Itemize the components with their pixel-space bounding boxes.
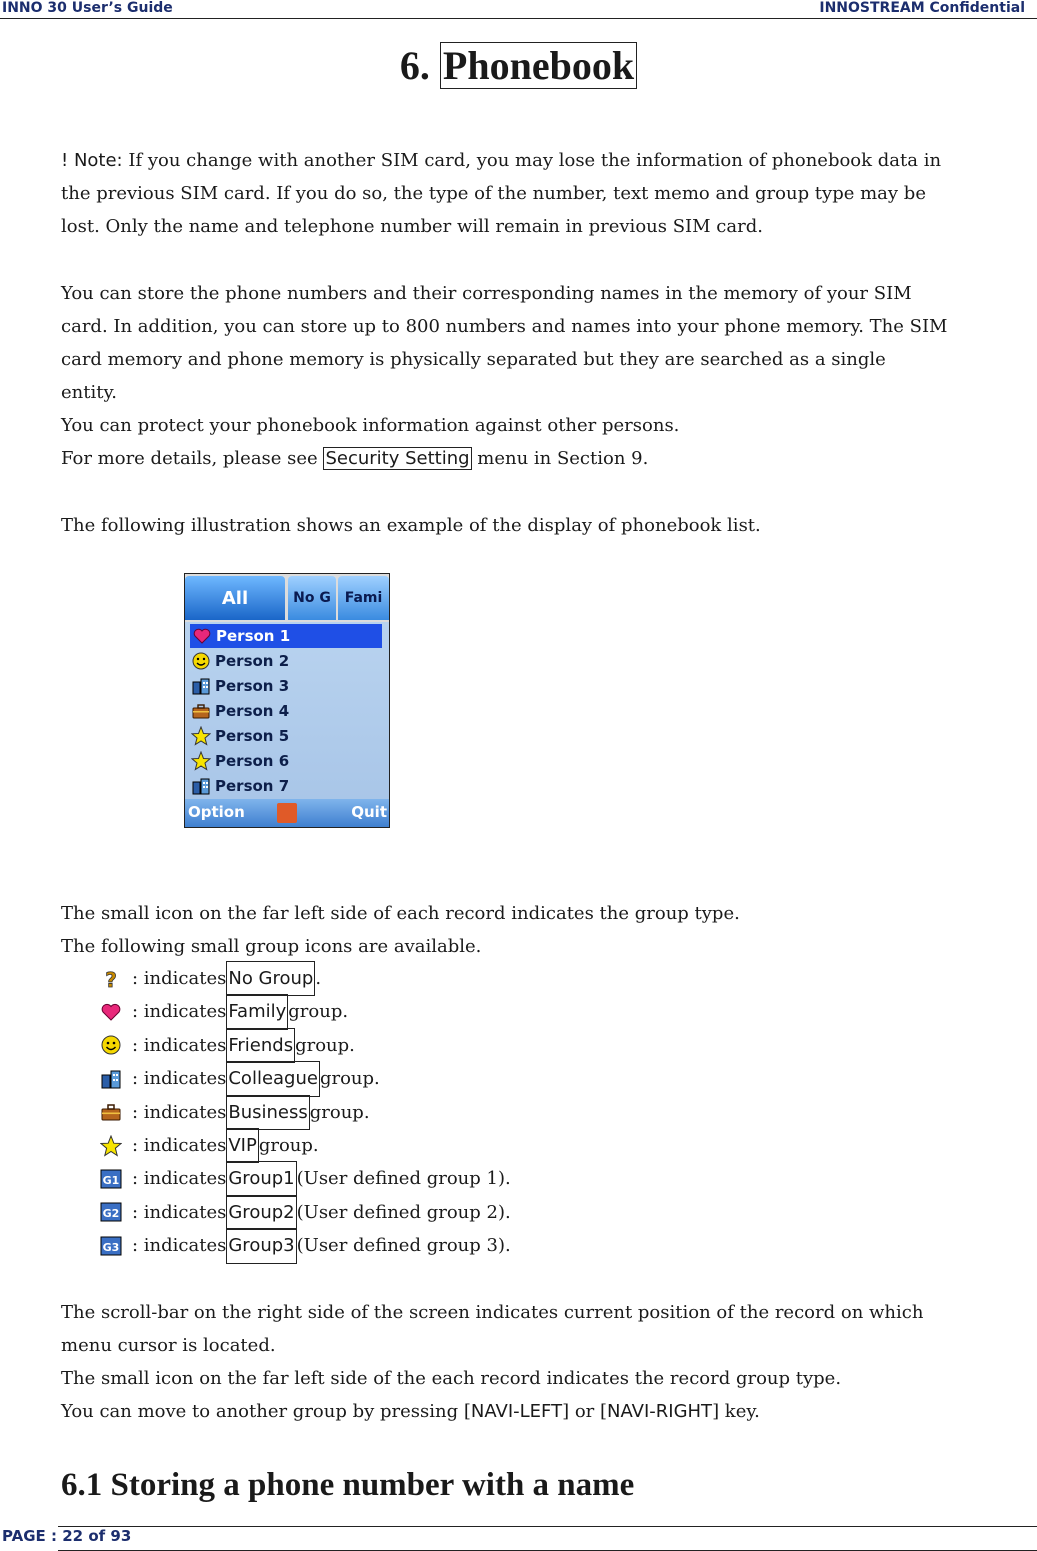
group-name: No Group — [226, 961, 315, 996]
group-sep: : indicates — [132, 1034, 227, 1056]
security-setting-link[interactable]: Security Setting — [325, 448, 470, 469]
group-name: Group1 — [226, 1161, 296, 1196]
page-header — [0, 0, 1037, 19]
scroll-line-4-pre: You can move to another group by pressing [ — [61, 1401, 471, 1422]
list-item[interactable] — [190, 624, 382, 648]
list-item-label: Person 6 — [215, 752, 290, 770]
scroll-line-1: The scroll-bar on the right side of the screen indicates current position of the record on which — [61, 1302, 924, 1323]
svg-text:G2: G2 — [102, 1207, 120, 1221]
chapter-title — [0, 42, 1037, 89]
navi-left-key: NAVI-LEFT — [470, 1401, 563, 1422]
scroll-line-2: menu cursor is located. — [61, 1335, 276, 1356]
group-name: Colleague — [226, 1061, 320, 1096]
chapter-title-text: Phonebook — [440, 42, 637, 89]
group-row-friends — [100, 1029, 511, 1062]
note-paragraph — [61, 144, 941, 243]
contact-list — [185, 622, 389, 799]
list-item[interactable] — [189, 674, 383, 698]
group-row-no-group — [100, 962, 511, 995]
g2-icon — [100, 1201, 122, 1223]
group-sep: : indicates — [132, 1168, 227, 1190]
g1-icon — [100, 1168, 122, 1190]
list-item[interactable] — [189, 724, 383, 748]
note-label: ! Note: — [61, 150, 123, 171]
group-suffix: (User defined group 2). — [296, 1201, 511, 1223]
star-icon — [191, 751, 211, 771]
list-item-label: Person 2 — [215, 652, 290, 670]
svg-text:G3: G3 — [102, 1240, 120, 1254]
navigation-icon — [277, 803, 297, 823]
list-item-label: Person 1 — [216, 627, 291, 645]
group-suffix: group. — [319, 1068, 380, 1090]
group-name: Business — [226, 1095, 309, 1130]
group-tabs — [185, 574, 389, 622]
group-row-colleague — [100, 1062, 511, 1095]
navi-right-key: NAVI-RIGHT — [607, 1401, 713, 1422]
tab-no-group[interactable]: No G — [288, 576, 336, 620]
group-name: Group3 — [226, 1228, 296, 1263]
group-icon-list — [100, 962, 511, 1263]
list-item-label: Person 5 — [215, 727, 290, 745]
group-name: Friends — [226, 1028, 295, 1063]
intro-line-3: card memory and phone memory is physically separated but they are searched as a single — [61, 349, 886, 370]
list-item[interactable] — [189, 699, 383, 723]
header-confidential: INNOSTREAM Confidential — [819, 0, 1025, 16]
group-row-family — [100, 995, 511, 1028]
svg-text:?: ? — [105, 967, 117, 990]
star-icon — [191, 726, 211, 746]
section-heading: 6.1 Storing a phone number with a name — [61, 1467, 635, 1503]
group-suffix: . — [315, 968, 322, 989]
question-icon — [100, 968, 122, 990]
group-suffix: group. — [295, 1034, 355, 1056]
group-row-group3 — [100, 1229, 511, 1262]
page-number: PAGE : 22 of 93 — [2, 1527, 132, 1545]
note-line-2: the previous SIM card. If you do so, the type of the number, text memo and group type may be — [61, 183, 926, 204]
group-sep: : indicates — [132, 1101, 227, 1123]
tab-all[interactable]: All — [185, 576, 285, 620]
group-row-vip — [100, 1129, 511, 1162]
building-icon — [191, 676, 211, 696]
softkey-bar — [185, 799, 389, 827]
intro-line-1: You can store the phone numbers and their corresponding names in the memory of your SIM — [61, 283, 912, 304]
group-sep: : indicates — [132, 1134, 227, 1156]
group-suffix: (User defined group 3). — [296, 1235, 511, 1257]
group-row-group2 — [100, 1196, 511, 1229]
group-suffix: group. — [309, 1101, 370, 1123]
group-sep: : indicates — [132, 1235, 227, 1257]
scroll-paragraph — [61, 1296, 923, 1428]
intro-line-6-post: menu in Section 9. — [471, 448, 649, 469]
smiley-icon — [191, 651, 211, 671]
g3-icon — [100, 1235, 122, 1257]
group-sep: : indicates — [132, 1201, 227, 1223]
intro-paragraph — [61, 277, 948, 475]
header-doc-title: INNO 30 User’s Guide — [2, 0, 173, 16]
group-sep: : indicates — [132, 1001, 227, 1023]
footer-rule-top — [58, 1526, 1037, 1527]
heart-icon — [100, 1001, 122, 1023]
list-item-label: Person 7 — [215, 777, 290, 795]
phonebook-screenshot — [184, 573, 390, 828]
group-name: Group2 — [226, 1195, 296, 1230]
building-icon — [191, 776, 211, 796]
intro-line-6-pre: For more details, please see — [61, 448, 324, 469]
svg-text:G1: G1 — [102, 1174, 120, 1188]
option-softkey[interactable]: Option — [188, 803, 245, 821]
list-item[interactable] — [189, 649, 383, 673]
smiley-icon — [100, 1034, 122, 1056]
chapter-number: 6. — [399, 43, 430, 88]
intro-line-2: card. In addition, you can store up to 800 numbers and names into your phone memory. The SIM — [61, 316, 948, 337]
note-line-1: If you change with another SIM card, you may lose the information of phonebook data in — [122, 150, 942, 171]
group-name: VIP — [226, 1128, 258, 1163]
intro-line-4: entity. — [61, 382, 117, 403]
group-suffix: (User defined group 1). — [296, 1168, 511, 1190]
list-item-label: Person 3 — [215, 677, 290, 695]
group-row-group1 — [100, 1162, 511, 1195]
heart-icon — [192, 626, 212, 646]
scroll-line-4-post: ] key. — [712, 1401, 760, 1422]
building-icon — [100, 1068, 122, 1090]
group-suffix: group. — [258, 1134, 319, 1156]
star-icon — [100, 1135, 122, 1157]
illustration-caption: The following illustration shows an example of the display of phonebook list. — [61, 515, 761, 536]
group-row-business — [100, 1096, 511, 1129]
briefcase-icon — [191, 701, 211, 721]
group-intro-paragraph — [61, 897, 740, 963]
list-item-label: Person 4 — [215, 702, 290, 720]
group-intro-line-1: The small icon on the far left side of each record indicates the group type. — [61, 903, 740, 924]
page-footer — [0, 1526, 1037, 1550]
group-sep: : indicates — [132, 1068, 227, 1090]
group-sep: : indicates — [132, 968, 227, 989]
briefcase-icon — [100, 1101, 122, 1123]
tab-family[interactable]: Fami — [338, 576, 389, 620]
group-name: Family — [226, 994, 288, 1029]
scroll-line-4-mid: ] or [ — [562, 1401, 608, 1422]
group-intro-line-2: The following small group icons are available. — [61, 936, 482, 957]
list-item[interactable] — [189, 749, 383, 773]
note-line-3: lost. Only the name and telephone number will remain in previous SIM card. — [61, 216, 763, 237]
scroll-line-3: The small icon on the far left side of the each record indicates the record group type. — [61, 1368, 842, 1389]
group-suffix: group. — [288, 1001, 349, 1023]
quit-softkey[interactable]: Quit — [351, 803, 387, 821]
intro-line-5: You can protect your phonebook information against other persons. — [61, 415, 680, 436]
list-item[interactable] — [189, 774, 383, 798]
